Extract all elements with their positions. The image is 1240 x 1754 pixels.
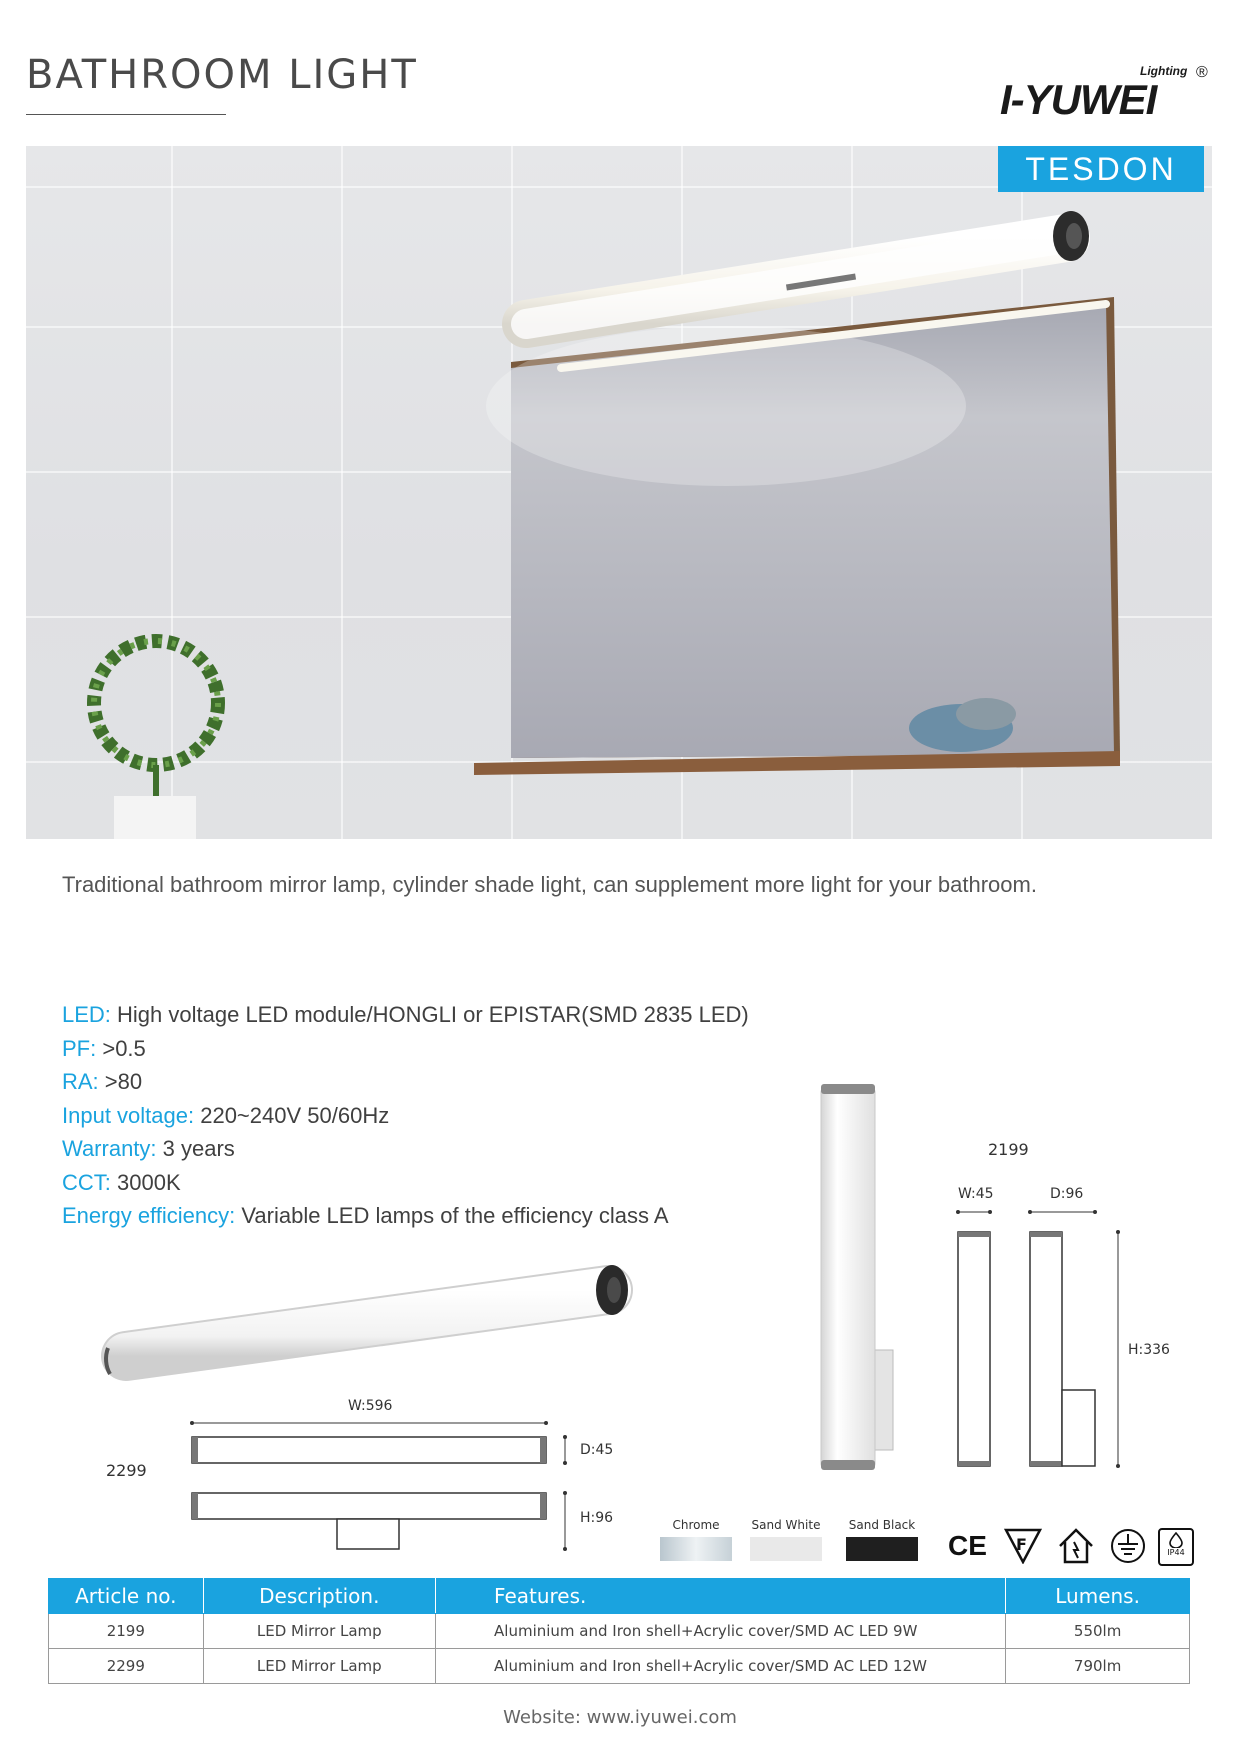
header-description: Description.: [203, 1579, 435, 1614]
logo-registered: ®: [1196, 64, 1208, 81]
header-features: Features.: [436, 1579, 1006, 1614]
series-badge: TESDON: [998, 146, 1204, 192]
spec-list: [62, 998, 749, 1233]
house-mark-icon: [1056, 1526, 1096, 1566]
website-footer: Website: www.iyuwei.com: [503, 1707, 737, 1728]
product-2299-drawing: [180, 1395, 600, 1560]
spec-energy: Energy efficiency: Variable LED lamps of the efficiency class A: [62, 1203, 669, 1228]
model-2299-label: 2299: [106, 1461, 147, 1480]
finish-sand-white-swatch: [750, 1537, 822, 1561]
hero-scene: [26, 146, 1212, 839]
title-underline: [26, 114, 226, 115]
dim-2199-width: W:45: [958, 1186, 994, 1202]
product-table: [48, 1578, 1190, 1684]
dim-2199-depth: D:96: [1050, 1186, 1084, 1202]
dim-2299-height: H:96: [580, 1510, 614, 1526]
cell-lumens: 790lm: [1006, 1649, 1190, 1684]
logo-brand: I-YUWEI: [1000, 76, 1157, 123]
product-2199-photo: [815, 1080, 905, 1480]
cell-description: LED Mirror Lamp: [203, 1649, 435, 1684]
finish-sand-black-label: Sand Black: [848, 1518, 916, 1532]
ip44-icon: [1158, 1528, 1194, 1566]
spec-pf: PF: >0.5: [62, 1035, 146, 1061]
dim-2199-height: H:336: [1128, 1342, 1170, 1358]
spec-cct: CCT: 3000K: [62, 1169, 181, 1195]
spec-warranty: Warranty: 3 years: [62, 1136, 235, 1161]
finish-sand-black-swatch: [846, 1537, 918, 1561]
cell-features: Aluminium and Iron shell+Acrylic cover/SMD AC LED 12W: [436, 1649, 1006, 1684]
finish-chrome-swatch: [660, 1537, 732, 1561]
model-2199-label: 2199: [988, 1140, 1029, 1159]
hero-photo: [26, 146, 1212, 839]
finish-sand-white-label: Sand White: [751, 1518, 821, 1532]
header-lumens: Lumens.: [1006, 1579, 1190, 1614]
ip44-label: IP44: [1167, 1548, 1185, 1557]
spec-input-voltage: Input voltage: 220~240V 50/60Hz: [62, 1102, 390, 1128]
product-2199-drawing: [950, 1200, 1130, 1480]
brand-logo: [1000, 62, 1220, 122]
logo-sub: Lighting: [1140, 64, 1188, 78]
cell-article-no: 2199: [49, 1614, 204, 1649]
cell-description: LED Mirror Lamp: [203, 1614, 435, 1649]
cell-lumens: 550lm: [1006, 1614, 1190, 1649]
ce-mark-icon: CE: [948, 1530, 987, 1561]
dim-2299-depth: D:45: [580, 1442, 614, 1458]
svg-text:F: F: [1016, 1535, 1027, 1554]
table-row: [49, 1614, 1190, 1649]
product-2299-photo: [100, 1262, 640, 1382]
cell-features: Aluminium and Iron shell+Acrylic cover/SMD AC LED 9W: [436, 1614, 1006, 1649]
dim-2299-width: W:596: [348, 1398, 393, 1414]
earth-ground-icon: [1110, 1528, 1146, 1564]
intro-text: Traditional bathroom mirror lamp, cylinder shade light, can supplement more light for your bathroom.: [62, 872, 1037, 897]
header-article-no: Article no.: [49, 1579, 204, 1614]
f-mark-icon: [1004, 1528, 1042, 1564]
cell-article-no: 2299: [49, 1649, 204, 1684]
page-title: BATHROOM LIGHT: [26, 52, 418, 98]
finish-chrome-label: Chrome: [672, 1518, 720, 1532]
table-row: [49, 1649, 1190, 1684]
spec-led: LED: High voltage LED module/HONGLI or EPISTAR(SMD 2835 LED): [62, 1002, 749, 1027]
spec-ra: RA: >80: [62, 1069, 143, 1094]
table-header-row: [49, 1579, 1190, 1614]
